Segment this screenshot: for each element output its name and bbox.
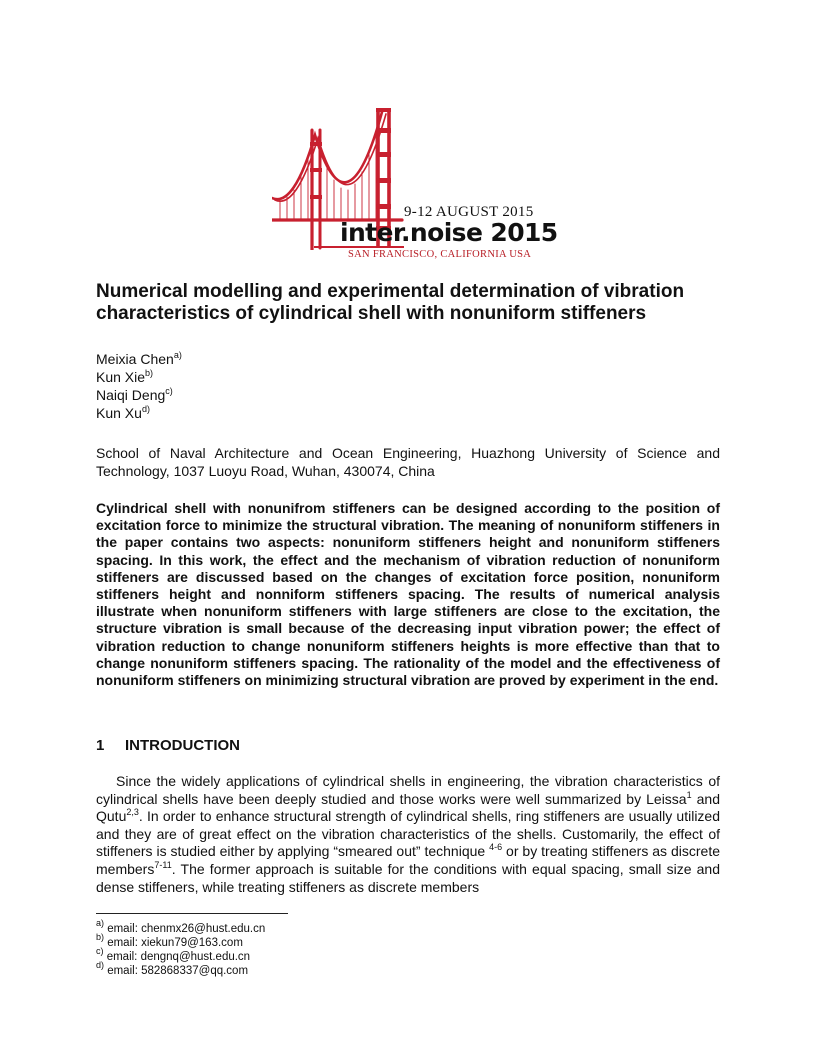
- reference-mark: 4-6: [489, 842, 503, 853]
- author-mark: d): [141, 404, 150, 414]
- paper-title: Numerical modelling and experimental determination of vibration characteristics of cylindrical shell with nonuniform stiffeners: [96, 281, 685, 324]
- affiliation: School of Naval Architecture and Ocean Engineering, Huazhong University of Science and Technology, 1037 Luoyu Road, Wuhan, 430074, China: [96, 445, 720, 479]
- author-name: Meixia Chen: [96, 351, 174, 367]
- author-list: [96, 350, 182, 422]
- reference-mark: 2,3: [126, 807, 139, 818]
- text-run: Since the widely applications of cylindrical shells in engineering, the vibration characteristics of cylindrical shells have been deeply studied and those works were well summarized by Leissa: [96, 773, 720, 807]
- author-mark: c): [165, 386, 173, 396]
- author: [96, 350, 182, 368]
- footnote: [96, 946, 265, 964]
- text-run: . In order to enhance structural strength of cylindrical shells, ring stiffeners are usually utilized and they are of great effect on the vibration characteristics of the shells. Customarily, the effect of stiffeners is studied either by applying “smeared out” technique: [96, 808, 720, 860]
- footnote-mark: a): [96, 918, 105, 928]
- author-name: Kun Xie: [96, 369, 146, 385]
- footnote-divider: [96, 913, 288, 914]
- text-run: or by treating stiffeners as discrete members: [96, 843, 720, 877]
- conference-brand: inter.noise 2015: [340, 218, 558, 247]
- author: [96, 386, 182, 404]
- author: [96, 368, 182, 386]
- text-run: . The former approach is suitable for the conditions with equal spacing, small size and dense stiffeners, while treating stiffeners as discrete members: [96, 860, 720, 895]
- section-heading: [96, 737, 240, 754]
- footnote-text: email: dengnq@hust.edu.cn: [103, 951, 251, 963]
- conference-dates: 9-12 AUGUST 2015: [404, 204, 534, 220]
- footnote: [96, 918, 266, 936]
- footnote-mark: c): [96, 946, 104, 956]
- reference-mark: 1: [686, 789, 692, 800]
- author-name: Kun Xu: [96, 405, 142, 421]
- body-paragraph: [96, 773, 720, 896]
- reference-mark: 7-11: [154, 859, 172, 870]
- section-title: INTRODUCTION: [125, 737, 240, 754]
- footnote-mark: d): [96, 960, 105, 970]
- footnote-text: email: chenmx26@hust.edu.cn: [104, 923, 266, 935]
- conference-logo: [272, 100, 558, 265]
- abstract: Cylindrical shell with nonunifrom stiffeners can be designed according to the position of excitation force to minimize the structural vibration. The meaning of nonuniform stiffeners in the paper contains two aspects: nonuniform stiffeners height and nonuniform stiffeners spacing. In this work, the effect and the mechanism of vibration reduction of nonuniform stiffeners are discussed based on the changes of excitation force position, nonuniform stiffeners height and nonniform stiffeners spacing. The results of numerical analysis illustrate when nonuniform stiffeners with large stiffeners are close to the excitation, the structure vibration is small because of the decreasing input vibration power; the effect of vibration reduction to change nonuniform stiffeners heights is more effective than that to change nonuniform stiffeners spacing. The rationality of the model and the effectiveness of nonuniform stiffeners on minimizing structural vibration are proved by experiment in the end.: [96, 500, 720, 689]
- conference-location: SAN FRANCISCO, CALIFORNIA USA: [348, 249, 532, 260]
- author: [96, 404, 182, 422]
- introduction-text: [96, 773, 720, 896]
- footnotes: [96, 918, 266, 978]
- author-mark: a): [173, 350, 182, 360]
- author-mark: b): [145, 368, 154, 378]
- text-run: and Qutu: [96, 790, 720, 825]
- footnote: [96, 960, 265, 978]
- author-name: Naiqi Deng: [96, 387, 166, 403]
- footnote: [96, 932, 265, 950]
- footnote-text: email: 582868337@qq.com: [104, 965, 249, 977]
- footnote-mark: b): [96, 932, 105, 942]
- section-number: 1: [96, 737, 105, 754]
- footnote-text: email: xiekun79@163.com: [104, 937, 243, 949]
